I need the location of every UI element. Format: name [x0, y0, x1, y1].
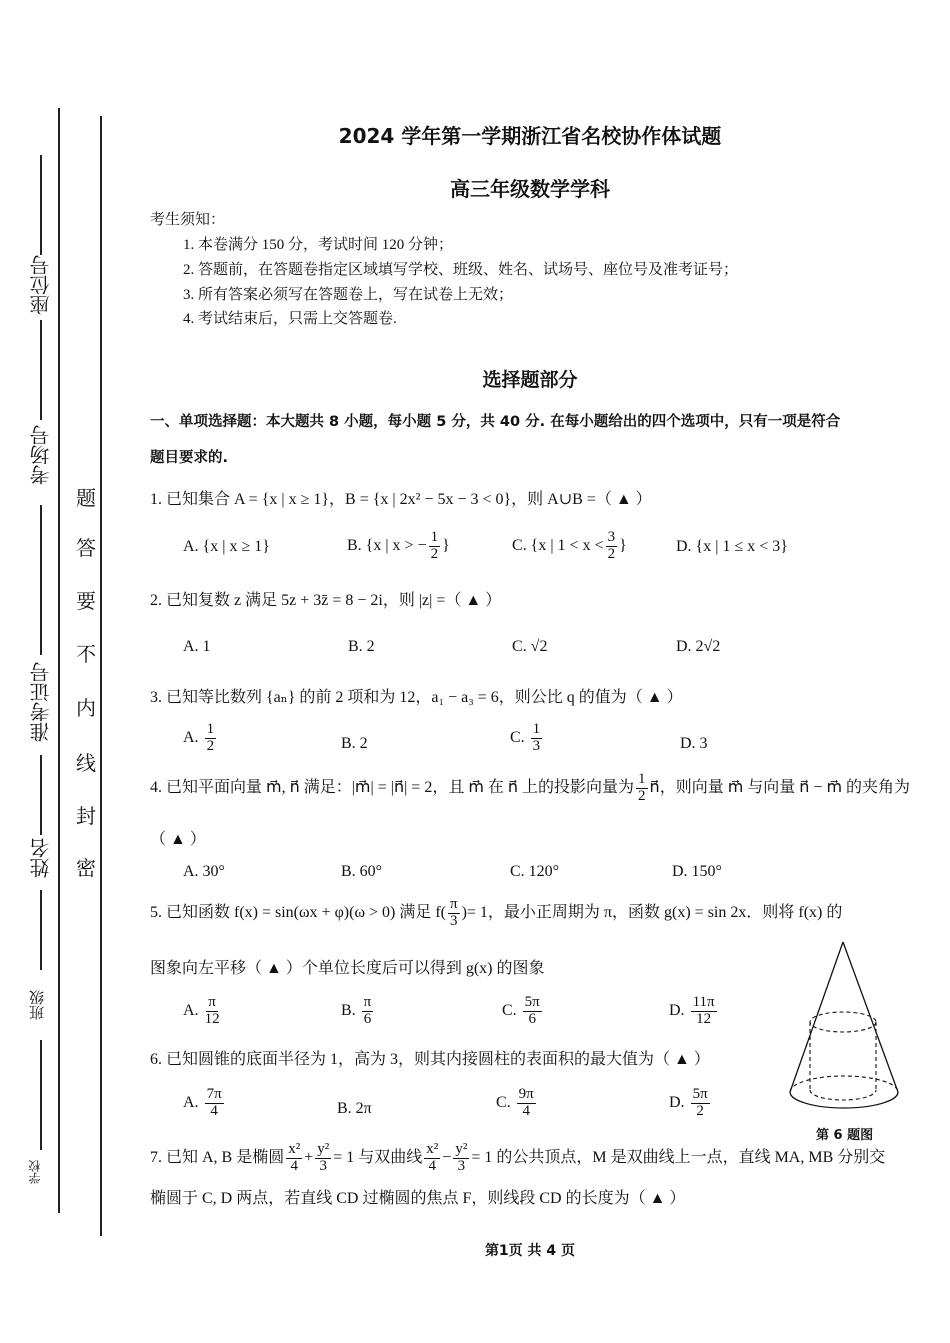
blank-line-school — [40, 1040, 42, 1150]
q1-c-num: 3 — [607, 529, 616, 545]
seal-char-6: 线 — [76, 751, 96, 775]
q7-e2-num: y² — [317, 1141, 330, 1157]
q2-option-a: A. 1 — [183, 638, 211, 655]
margin-label-id: 准考证号 — [29, 662, 53, 742]
q7-e1-num: x² — [288, 1141, 301, 1157]
q5-option-d — [669, 995, 719, 1028]
q5-b-num: π — [363, 994, 372, 1010]
q6-option-c — [496, 1087, 538, 1120]
blank-line-id — [40, 505, 42, 655]
q5-option-a — [183, 995, 222, 1028]
q5-option-c — [502, 995, 544, 1028]
q4-option-c: C. 120° — [510, 863, 560, 880]
notice-item: 2. 答题前，在答题卷指定区域填写学校、班级、姓名、试场号、座位号及准考证号； — [183, 262, 739, 278]
q5-stem-pre: 5. 已知函数 f(x) = sin(ωx + φ)(ω > 0) 满足 f — [150, 903, 441, 921]
q7-e1-mid: + — [304, 1148, 314, 1166]
q6-d-den: 2 — [696, 1102, 704, 1119]
part-intro: 一、单项选择题：本大题共 8 小题，每小题 5 分，共 40 分. 在每小题给出的四个选项中，只有一项是符合 — [150, 414, 841, 430]
q4-stem-pre: 4. 已知平面向量 m⃗, n⃗ 满足：|m⃗| = |n⃗| = 2，且 m⃗ 在 n⃗ 上的投影向量为 — [150, 778, 635, 796]
blank-line-seat — [40, 155, 42, 255]
q5-stem-den: 3 — [450, 912, 458, 929]
question-5-stem: 5. 已知函数 f(x) = sin(ωx + φ)(ω > 0) 满足 f( $\frac{\pi}{3}$ )= 1，最小正周期为 π，函数 g(x) = sin 2x．则将 f(x) 的 — [150, 896, 843, 929]
q7-h2-den: 3 — [457, 1157, 466, 1174]
notice-title: 考生须知： — [150, 212, 226, 228]
section-title: 选择题部分 — [482, 369, 578, 391]
exam-title: 2024 学年第一学期浙江省名校协作体试题 — [338, 124, 722, 148]
q1-option-a: A. {x | x ≥ 1} — [183, 538, 270, 555]
notice-item: 4. 考试结束后，只需上交答题卷. — [183, 311, 397, 327]
seal-char-1: 题 — [76, 486, 96, 510]
q6-a-frac — [205, 1087, 224, 1120]
q5-option-b — [341, 995, 375, 1028]
seal-char-4: 不 — [76, 642, 96, 666]
q7-h2-num: y² — [455, 1141, 468, 1157]
q1-b-num: 1 — [430, 529, 439, 545]
q6-c-frac — [517, 1087, 536, 1120]
margin-line-inner — [100, 116, 102, 1236]
question-3-stem: 3. 已知等比数列 {aₙ} 的前 2 项和为 12，a₁ − a₃ = 6，则公比 q 的值为（ ▲ ） — [150, 689, 683, 706]
cylinder-bottom — [810, 1090, 876, 1100]
margin-label-class: 班级 — [28, 990, 46, 1020]
q6-c-label: C. — [496, 1093, 511, 1111]
q7-h1-frac — [424, 1142, 440, 1175]
q3-a-label: A. — [183, 728, 199, 746]
q5-a-num: π — [208, 994, 216, 1010]
q7-e1-den: 4 — [290, 1157, 298, 1174]
q1-b-pre: B. {x | x > − — [347, 536, 427, 554]
q2-option-c: C. √2 — [512, 638, 548, 655]
q3-option-c — [510, 722, 544, 755]
q1-b-post: } — [442, 536, 450, 554]
blank-line-class — [40, 890, 42, 970]
notice-item: 3. 所有答案必须写在答题卷上，写在试卷上无效； — [183, 287, 514, 303]
question-7-stem — [150, 1142, 885, 1175]
q1-option-d: D. {x | 1 ≤ x < 3} — [676, 538, 788, 555]
q1-c-pre: C. {x | 1 < x < — [512, 536, 604, 554]
part-intro-cont: 题目要求的. — [150, 450, 229, 466]
q1-c-post: } — [619, 536, 627, 554]
q4-option-d: D. 150° — [672, 863, 722, 880]
question-7-stem-cont: 椭圆于 C, D 两点，若直线 CD 过椭圆的焦点 F，则线段 CD 的长度为（ ▲ ） — [150, 1190, 686, 1207]
q3-option-b: B. 2 — [341, 735, 368, 752]
q6-a-den: 4 — [210, 1102, 218, 1119]
q3-c-num: 1 — [532, 721, 541, 737]
notice-item: 1. 本卷满分 150 分，考试时间 120 分钟； — [183, 237, 454, 253]
q7-h2-frac — [453, 1142, 469, 1175]
q7-h-mid: − — [442, 1148, 452, 1166]
question-4-stem — [150, 772, 910, 805]
exam-subtitle: 高三年级数学学科 — [450, 177, 610, 201]
q1-c-frac — [606, 530, 618, 563]
blank-line-name — [40, 755, 42, 835]
q5-stem-num: π — [450, 896, 458, 912]
q4-option-a: A. 30° — [183, 863, 225, 880]
q5-c-frac — [523, 995, 542, 1028]
q5-b-den: 6 — [363, 1010, 372, 1027]
seal-char-2: 答 — [76, 536, 96, 560]
question-4-stem-cont: （ ▲ ） — [150, 831, 206, 848]
margin-label-seat: 座位号 — [29, 255, 53, 315]
seal-char-5: 内 — [76, 696, 96, 720]
q3-a-frac — [205, 722, 217, 755]
q7-stem-post: = 1 的公共顶点，M 是双曲线上一点，直线 MA, MB 分别交 — [471, 1148, 886, 1166]
q2-option-b: B. 2 — [348, 638, 375, 655]
question-6-stem: 6. 已知圆锥的底面半径为 1，高为 3，则其内接圆柱的表面积的最大值为（ ▲ ） — [150, 1051, 710, 1068]
question-1-stem: 1. 已知集合 A = {x | x ≥ 1}，B = {x | 2x² − 5x − 3 < 0}，则 A∪B =（ ▲ ） — [150, 491, 652, 508]
q5-d-frac — [691, 995, 717, 1028]
q5-a-frac — [205, 995, 220, 1028]
q1-b-den: 2 — [430, 545, 439, 562]
q4-stem-den: 2 — [638, 787, 646, 804]
q6-c-num: 9π — [518, 1086, 534, 1102]
q3-c-den: 3 — [532, 737, 541, 754]
q6-d-num: 5π — [692, 1086, 708, 1102]
q7-e2-den: 3 — [319, 1157, 328, 1174]
q5-stem-frac — [448, 897, 460, 930]
question-5-stem-cont: 图象向左平移（ ▲ ）个单位长度后可以得到 g(x) 的图象 — [150, 960, 545, 977]
cone-base-back — [790, 1076, 898, 1092]
q2-option-d: D. 2√2 — [676, 638, 721, 655]
q5-a-label: A. — [183, 1001, 199, 1019]
q7-stem-mid: = 1 与双曲线 — [333, 1148, 423, 1166]
q5-c-label: C. — [502, 1001, 517, 1019]
question-2-stem: 2. 已知复数 z 满足 5z + 3z̄ = 8 − 2i，则 |z| =（ ▲ ） — [150, 592, 502, 609]
q6-a-num: 7π — [206, 1086, 222, 1102]
q5-c-num: 5π — [524, 994, 540, 1010]
q5-a-den: 12 — [204, 1010, 220, 1027]
q1-b-frac — [429, 530, 441, 563]
q5-c-den: 6 — [528, 1010, 536, 1027]
q3-c-frac — [531, 722, 543, 755]
q5-d-label: D. — [669, 1001, 685, 1019]
q5-d-den: 12 — [696, 1010, 712, 1027]
q3-option-d: D. 3 — [680, 735, 708, 752]
q4-stem-num: 1 — [638, 771, 646, 787]
margin-label-name: 姓名 — [29, 838, 53, 878]
cylinder-top — [810, 1012, 876, 1032]
cone-left-edge — [790, 942, 843, 1092]
q3-a-den: 2 — [206, 737, 215, 754]
q5-b-frac — [362, 995, 374, 1028]
q6-option-b: B. 2π — [337, 1100, 372, 1117]
cone-figure — [780, 940, 910, 1120]
q5-b-label: B. — [341, 1001, 356, 1019]
q5-stem-post: = 1，最小正周期为 π，函数 g(x) = sin 2x．则将 f(x) 的 — [466, 903, 843, 921]
q6-a-label: A. — [183, 1093, 199, 1111]
q1-c-den: 2 — [607, 545, 616, 562]
margin-line-outer — [58, 108, 60, 1213]
margin-label-room: 考场号 — [29, 425, 53, 485]
page-footer: 第1页 共 4 页 — [484, 1243, 576, 1259]
q3-option-a — [183, 722, 218, 755]
q6-option-a — [183, 1087, 226, 1120]
q3-c-label: C. — [510, 728, 525, 746]
q1-option-b — [347, 530, 450, 563]
q4-option-b: B. 60° — [341, 863, 383, 880]
seal-char-8: 密 — [76, 856, 96, 880]
seal-char-7: 封 — [76, 804, 96, 828]
figure-caption: 第 6 题图 — [816, 1128, 874, 1143]
q3-a-num: 1 — [206, 721, 215, 737]
q6-c-den: 4 — [522, 1102, 530, 1119]
q5-d-num: 11π — [692, 994, 715, 1010]
q7-e2-frac — [315, 1142, 331, 1175]
seal-char-3: 要 — [76, 589, 96, 613]
q7-h1-den: 4 — [428, 1157, 437, 1174]
q7-e1-frac — [286, 1142, 302, 1175]
q1-option-c — [512, 530, 627, 563]
q6-d-label: D. — [669, 1093, 685, 1111]
q4-stem-frac — [636, 772, 648, 805]
margin-label-school: 学校 — [28, 1160, 42, 1184]
q6-d-frac — [691, 1087, 710, 1120]
q7-h1-num: x² — [426, 1141, 439, 1157]
q7-stem-pre: 7. 已知 A, B 是椭圆 — [150, 1148, 285, 1166]
q4-stem-post: n⃗，则向量 m⃗ 与向量 n⃗ − m⃗ 的夹角为 — [649, 778, 911, 796]
q6-option-d — [669, 1087, 712, 1120]
